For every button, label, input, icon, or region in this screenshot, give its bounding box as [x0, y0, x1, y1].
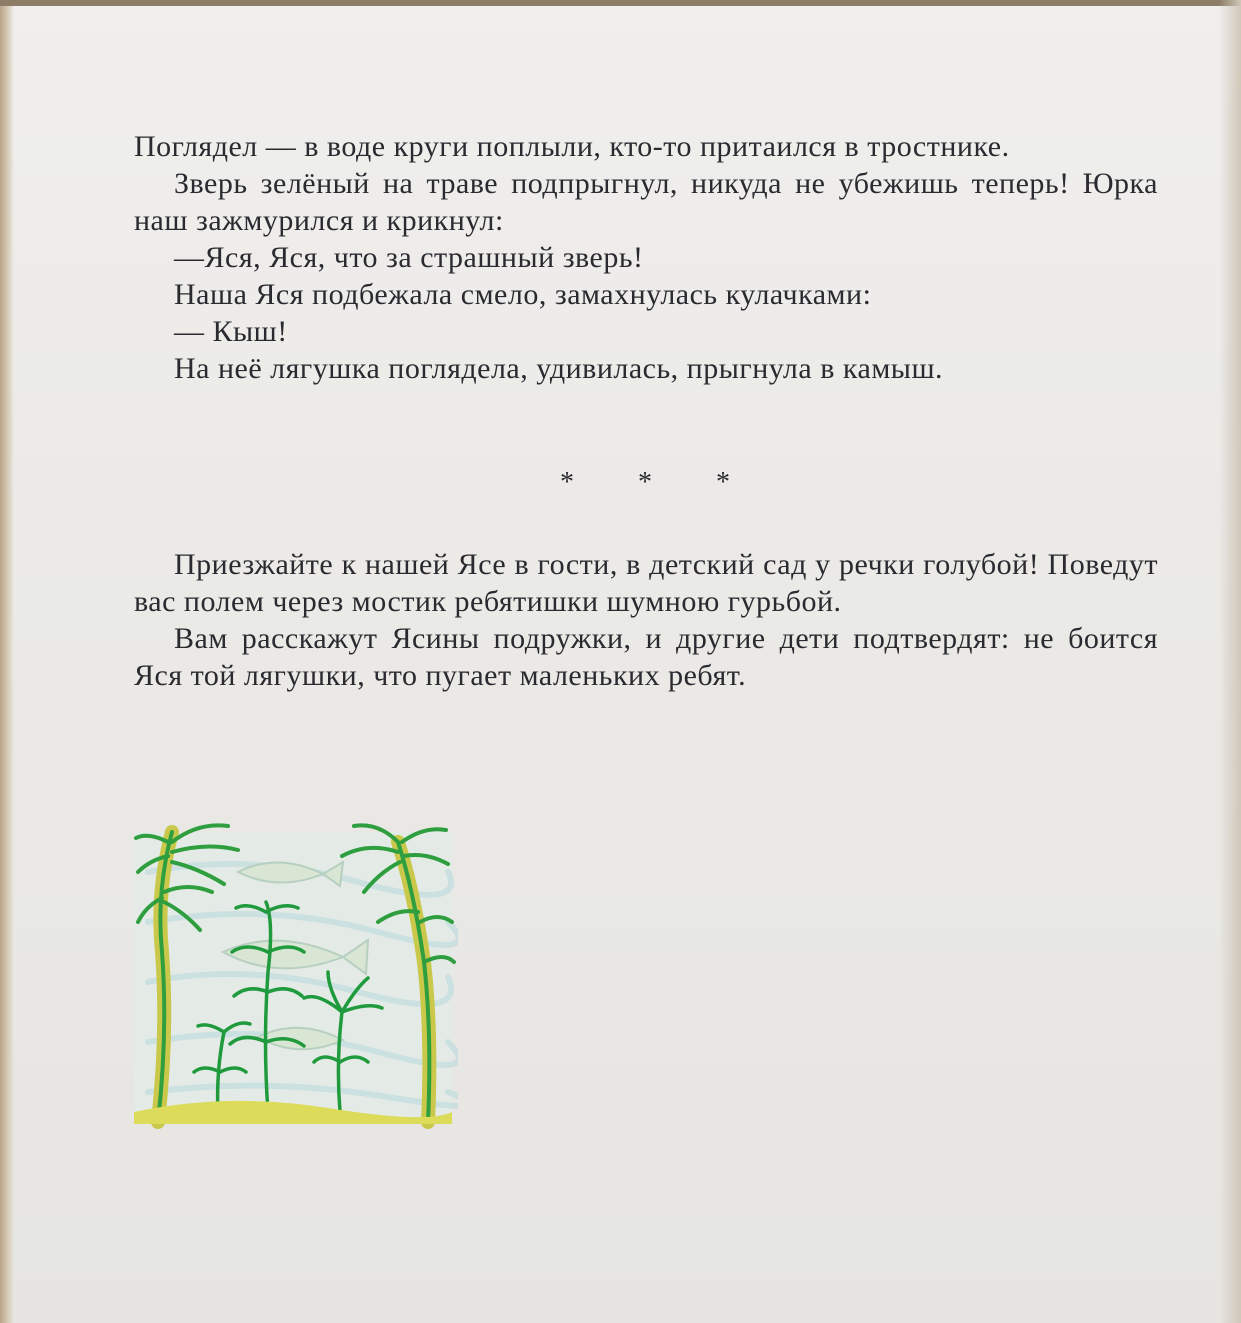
- separator-star: *: [638, 467, 652, 498]
- paragraph: Зверь зелёный на траве подпрыгнул, никуда не убежишь теперь! Юрка наш зажмурился и крикнул:: [134, 167, 1158, 237]
- separator-star: *: [716, 467, 730, 498]
- paragraph: Поглядел — в воде круги поплыли, кто-то притаился в тростнике.: [134, 130, 1010, 163]
- paragraph: На неё лягушка поглядела, удивилась, прыгнула в камыш.: [174, 352, 944, 385]
- paragraph: —Яся, Яся, что за страшный зверь!: [174, 241, 644, 274]
- paragraph: Вам расскажут Ясины подружки, и другие дети подтвердят: не боится Яся той лягушки, что пугает маленьких ребят.: [134, 622, 1158, 692]
- text-block-bottom: [134, 546, 1158, 694]
- separator-star: *: [560, 467, 574, 498]
- paragraph: Наша Яся подбежала смело, замахнулась кулачками:: [174, 278, 872, 311]
- section-separator: [560, 468, 730, 498]
- illustration-drawing: [128, 812, 458, 1132]
- text-block-top: [134, 128, 1158, 387]
- paragraph: Приезжайте к нашей Ясе в гости, в детский сад у речки голубой! Поведут вас полем через мостик ребятишки шумною гурьбой.: [134, 548, 1158, 618]
- reeds-and-fish-icon: [128, 812, 458, 1132]
- page-top-edge: [0, 0, 1241, 6]
- paragraph: — Кыш!: [174, 315, 288, 348]
